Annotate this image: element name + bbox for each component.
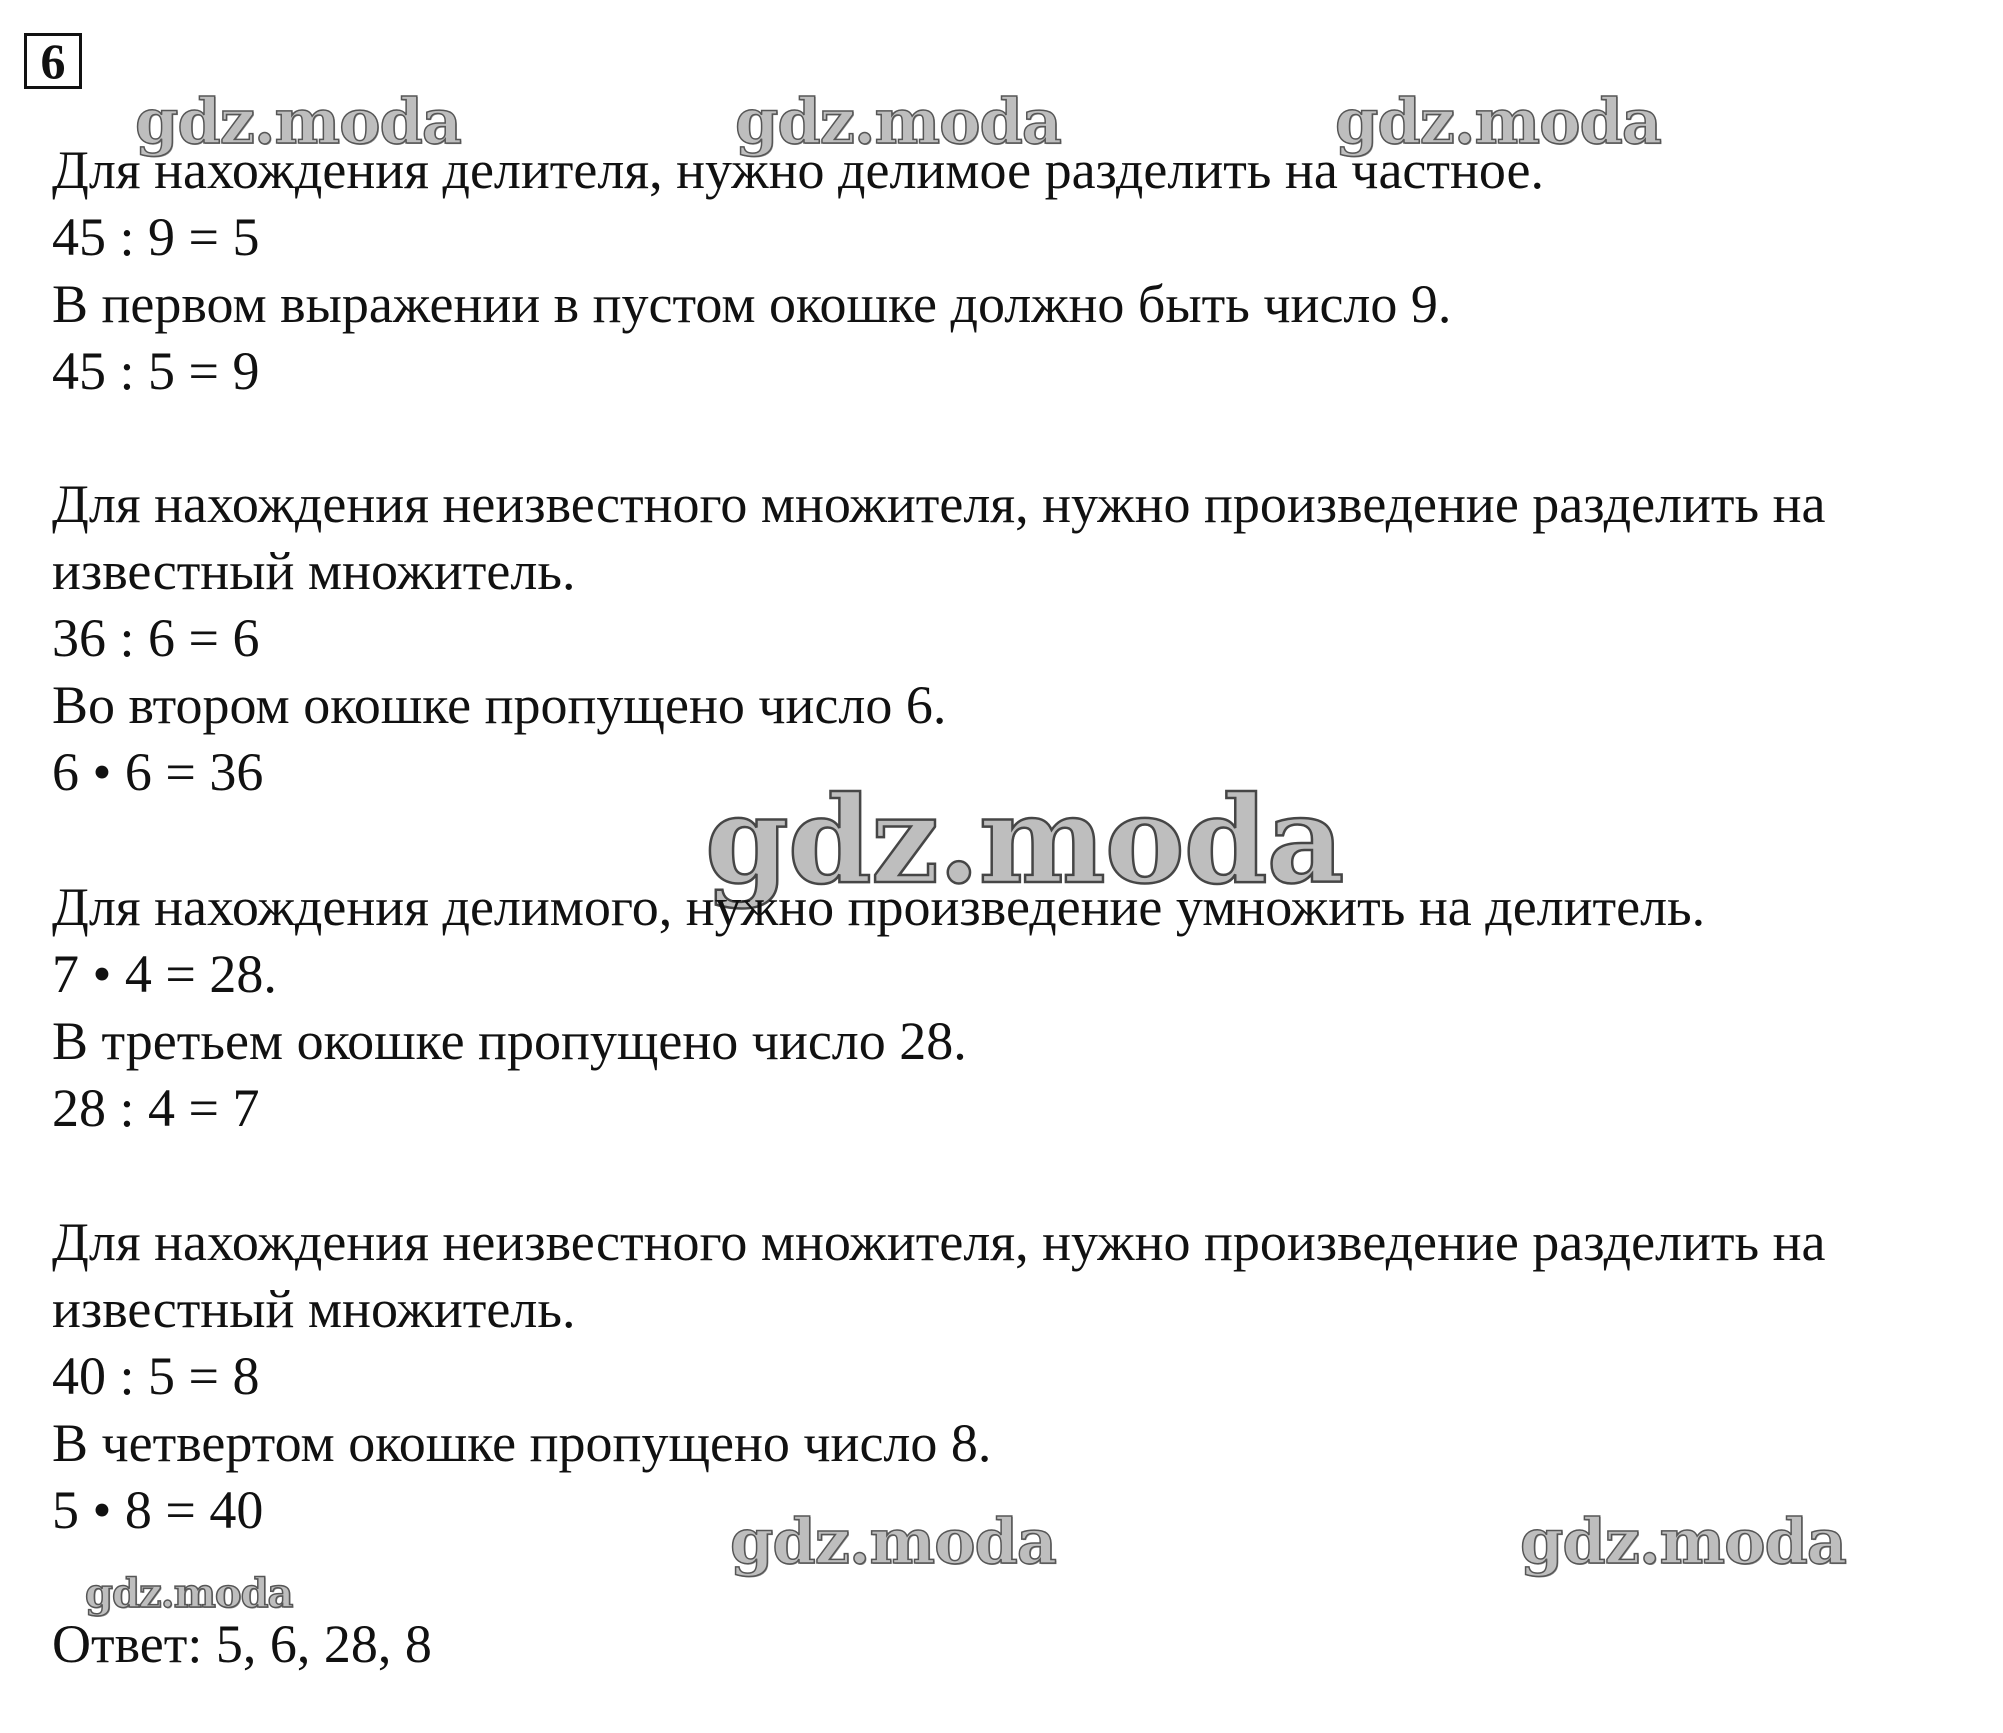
text-line: Для нахождения неизвестного множителя, нужно произведение разделить на	[52, 474, 1826, 534]
text-line: Во втором окошке пропущено число 6.	[52, 675, 947, 735]
formula-line: 28 : 4 = 7	[52, 1078, 260, 1138]
text-line: Для нахождения неизвестного множителя, нужно произведение разделить на	[52, 1212, 1826, 1272]
formula-line: 6 • 6 = 36	[52, 742, 264, 802]
formula-line: 45 : 9 = 5	[52, 207, 260, 267]
answer-line: Ответ: 5, 6, 28, 8	[52, 1614, 432, 1674]
watermark-logo: gdz.moda	[1335, 85, 1661, 158]
watermark-logo: gdz.moda	[135, 85, 461, 158]
text-line: Для нахождения делителя, нужно делимое разделить на частное.	[52, 140, 1545, 200]
text-line: известный множитель.	[52, 541, 576, 601]
formula-line: 5 • 8 = 40	[52, 1480, 264, 1540]
watermark-logo: gdz.moda	[735, 85, 1061, 158]
watermark-logo: gdz.moda	[1520, 1505, 1846, 1578]
watermark-logo: gdz.moda	[730, 1505, 1056, 1578]
text-line: В третьем окошке пропущено число 28.	[52, 1011, 967, 1071]
task-number-box: 6	[24, 33, 82, 89]
text-line: Для нахождения делимого, нужно произведение умножить на делитель.	[52, 877, 1706, 937]
text-line: В четвертом окошке пропущено число 8.	[52, 1413, 992, 1473]
text-line: известный множитель.	[52, 1279, 576, 1339]
text-line: В первом выражении в пустом окошке должно быть число 9.	[52, 274, 1452, 334]
watermark-logo: gdz.moda	[85, 1570, 293, 1617]
formula-line: 40 : 5 = 8	[52, 1346, 260, 1406]
formula-line: 36 : 6 = 6	[52, 608, 260, 668]
watermark-logo: gdz.moda	[705, 770, 1344, 911]
formula-line: 45 : 5 = 9	[52, 341, 260, 401]
formula-line: 7 • 4 = 28.	[52, 944, 277, 1004]
